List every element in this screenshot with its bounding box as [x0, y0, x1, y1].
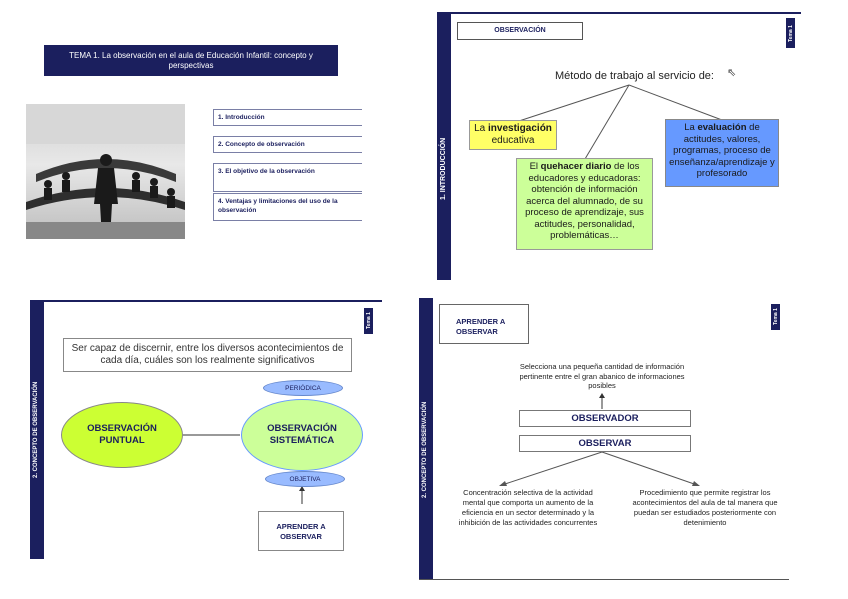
- quehacer-pre: El: [529, 161, 541, 172]
- slide2-tema-label: Tema 1: [788, 25, 794, 42]
- aprender-box: [258, 511, 344, 551]
- menu-item-label: 3. El objetivo de la observación: [218, 168, 315, 175]
- slide3-sidebar-label: 2. CONCEPTO DE OBSERVACIÓN: [33, 381, 39, 478]
- investigacion-post: educativa: [491, 135, 535, 146]
- puntual-ellipse: [61, 402, 183, 468]
- menu-item-introduccion[interactable]: [213, 109, 362, 126]
- quehacer-post: de los educadores y educadoras: obtención de información acerca del alumnado, de su proceso de aprendizaje, sus actitudes, personalidad, problemáticas…: [525, 161, 644, 241]
- cursor-icon: ⇖: [727, 67, 737, 79]
- investigacion-bold: investigación: [488, 123, 552, 134]
- puntual-label: OBSERVACIÓN PUNTUAL: [87, 423, 157, 446]
- slide-3: [30, 300, 382, 559]
- evaluacion-pre: La: [684, 122, 698, 133]
- classroom-silhouette-image: [26, 104, 185, 239]
- concentracion-label: Concentración selectiva de la actividad mental que comporta un aumento de la eficiencia en un sector determinado y la inhibición de las actividades concurrentes: [458, 488, 598, 527]
- objetiva-label: OBJETIVA: [289, 475, 321, 483]
- menu-item-label: 1. Introducción: [218, 114, 265, 121]
- observar-label: OBSERVAR: [578, 438, 632, 449]
- menu-item-label: 2. Concepto de observación: [218, 141, 305, 148]
- slide1-title: TEMA 1. La observación en el aula de Educación Infantil: concepto y perspectivas: [69, 50, 313, 70]
- menu-item-label: 4. Ventajas y limitaciones del uso de la observación: [218, 198, 338, 214]
- evaluacion-bold: evaluación: [697, 122, 747, 133]
- slide4-tema-label: Tema 1: [773, 308, 779, 325]
- method-text: Método de trabajo al servicio de:: [555, 70, 714, 82]
- investigacion-box: [469, 120, 557, 150]
- discernir-text: Ser capaz de discernir, entre los diversos acontecimientos de cada día, cuáles son los realmente significativos: [71, 343, 344, 366]
- periodica-label: PERIÓDICA: [285, 384, 321, 392]
- sistematica-label: OBSERVACIÓN SISTEMÁTICA: [267, 423, 337, 446]
- menu-item-objetivo[interactable]: [213, 163, 362, 192]
- slide4-header: APRENDER A OBSERVAR: [456, 317, 506, 336]
- procedimiento-label: Procedimiento que permite registrar los acontecimientos del aula de tal manera que puedan ser estudiados posteriormente con detenimiento: [632, 488, 778, 527]
- quehacer-box: [516, 158, 653, 250]
- slide3-tema-label: Tema 1: [366, 312, 372, 329]
- selecciona-label: Selecciona una pequeña cantidad de información pertinente entre el gran abanico de informaciones posibles: [519, 362, 685, 390]
- objetiva-ellipse: [265, 471, 345, 487]
- investigacion-pre: La: [474, 123, 488, 134]
- observador-label: OBSERVADOR: [571, 413, 639, 424]
- slide-4: [419, 298, 789, 580]
- aprender-label: APRENDER A OBSERVAR: [276, 522, 326, 541]
- slide2-header: OBSERVACIÓN: [494, 27, 546, 34]
- menu-item-ventajas[interactable]: [213, 193, 362, 221]
- procedimiento-text: [631, 488, 779, 528]
- slide-1: [22, 30, 362, 265]
- quehacer-bold: quehacer diario: [540, 161, 612, 172]
- observador-box: [519, 410, 691, 427]
- periodica-ellipse: [263, 380, 343, 396]
- slide-2: [437, 12, 801, 280]
- menu-item-concepto[interactable]: [213, 136, 362, 153]
- concentracion-text: [453, 488, 603, 528]
- slide4-sidebar-label: 2. CONCEPTO DE OBSERVACIÓN: [422, 401, 428, 498]
- evaluacion-box: [665, 119, 779, 187]
- slide1-title-banner: [44, 45, 338, 76]
- observar-box: [519, 435, 691, 452]
- slide2-sidebar-label: 1. INTRODUCCIÓN: [440, 137, 447, 200]
- sistematica-ellipse: [241, 399, 363, 471]
- evaluacion-post: de actitudes, valores, programas, proceso de enseñanza/aprendizaje y profesorado: [669, 122, 775, 179]
